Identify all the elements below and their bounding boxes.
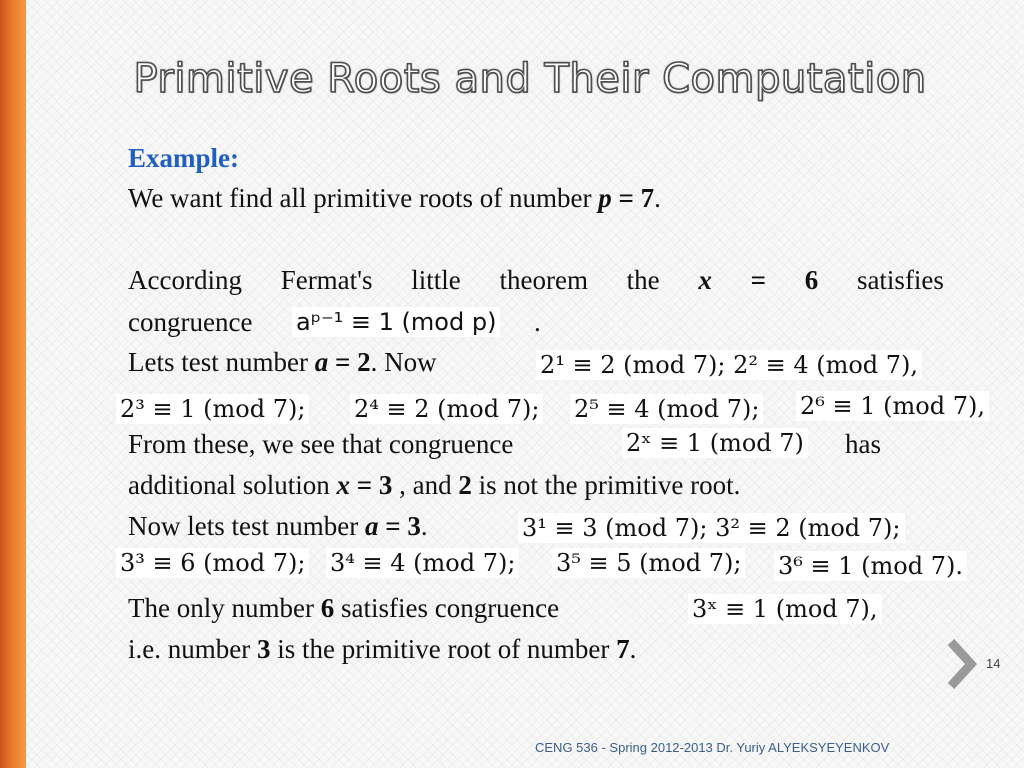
page-number: 14 <box>986 656 1001 671</box>
line7-eq: = 3 <box>378 511 421 541</box>
line7-end: . <box>420 511 428 541</box>
line3-end: . <box>534 307 541 337</box>
chevron-right-icon[interactable] <box>943 638 979 690</box>
line9-num: 3 <box>256 634 271 664</box>
text-line-6 <box>128 469 740 501</box>
slide-title: Primitive Roots and Their Computation <box>133 56 927 102</box>
formula-fermat: aᵖ⁻¹ ≡ 1 (mod p) <box>292 307 500 337</box>
line1-end: . <box>654 183 661 213</box>
formula-3x: 3ˣ ≡ 1 (mod 7), <box>688 594 882 624</box>
line9-text: i.e. number <box>128 634 257 664</box>
line4-end: . Now <box>370 347 437 377</box>
formula-2x: 2ˣ ≡ 1 (mod 7) <box>622 428 808 458</box>
var-a-3: a <box>364 511 379 541</box>
text-line-1 <box>128 182 661 214</box>
word: theorem <box>499 265 588 295</box>
text-line-9 <box>128 633 636 665</box>
word: little <box>411 265 461 295</box>
formula-2-powers-a: 2¹ ≡ 2 (mod 7); 2² ≡ 4 (mod 7), <box>536 350 922 380</box>
text-line-8 <box>128 592 559 624</box>
line4-text: Lets test number <box>128 347 315 377</box>
line6-num: 2 <box>458 470 472 500</box>
word: According <box>128 265 242 295</box>
example-heading: Example: <box>128 143 239 173</box>
formula-3-powers-a: 3¹ ≡ 3 (mod 7); 3² ≡ 2 (mod 7); <box>518 513 905 543</box>
formula-3-cubed: 3³ ≡ 6 (mod 7); <box>116 548 309 578</box>
var-a: a <box>314 347 329 377</box>
word: satisfies <box>856 265 944 295</box>
accent-bar <box>0 0 26 768</box>
line6-end: is not the primitive root. <box>471 470 741 500</box>
line7-text: Now lets test number <box>128 511 365 541</box>
line9-num2: 7 <box>616 634 630 664</box>
line6-mid: , and <box>392 470 459 500</box>
line9-end: . <box>629 634 637 664</box>
line6-eq: = 3 <box>350 470 393 500</box>
formula-3-fourth: 3⁴ ≡ 4 (mod 7); <box>326 548 519 578</box>
line5-end: has <box>845 429 881 459</box>
line8-end: satisfies congruence <box>334 593 560 623</box>
text-line-2 <box>128 264 944 296</box>
line9-mid: is the primitive root of number <box>270 634 617 664</box>
line6-text: additional solution <box>128 470 337 500</box>
word: Fermat's <box>280 265 373 295</box>
formula-2-fourth: 2⁴ ≡ 2 (mod 7); <box>350 394 543 424</box>
footer-text: CENG 536 - Spring 2012-2013 Dr. Yuriy ALYEKSYEYENKOV <box>535 740 890 755</box>
text-line-7 <box>128 510 428 542</box>
line1-text: We want find all primitive roots of number <box>128 183 599 213</box>
line5-text: From these, we see that congruence <box>128 429 514 459</box>
formula-2-fifth: 2⁵ ≡ 4 (mod 7); <box>570 394 763 424</box>
word-eq: = <box>750 265 766 295</box>
text-line-4 <box>128 346 437 378</box>
line8-num: 6 <box>320 593 335 623</box>
word-num: 6 <box>804 265 819 295</box>
line8-text: The only number <box>128 593 321 623</box>
formula-3-sixth: 3⁶ ≡ 1 (mod 7). <box>774 551 967 581</box>
line1-eq: = 7 <box>611 183 655 213</box>
var-x: x <box>336 470 350 500</box>
word: the <box>626 265 660 295</box>
word-var-x: x <box>698 265 712 295</box>
line4-eq: = 2 <box>328 347 371 377</box>
formula-2-cubed: 2³ ≡ 1 (mod 7); <box>116 394 309 424</box>
formula-2-sixth: 2⁶ ≡ 1 (mod 7), <box>796 391 989 421</box>
line3-text: congruence <box>128 307 253 337</box>
formula-3-fifth: 3⁵ ≡ 5 (mod 7); <box>552 548 745 578</box>
var-p: p <box>598 183 612 213</box>
